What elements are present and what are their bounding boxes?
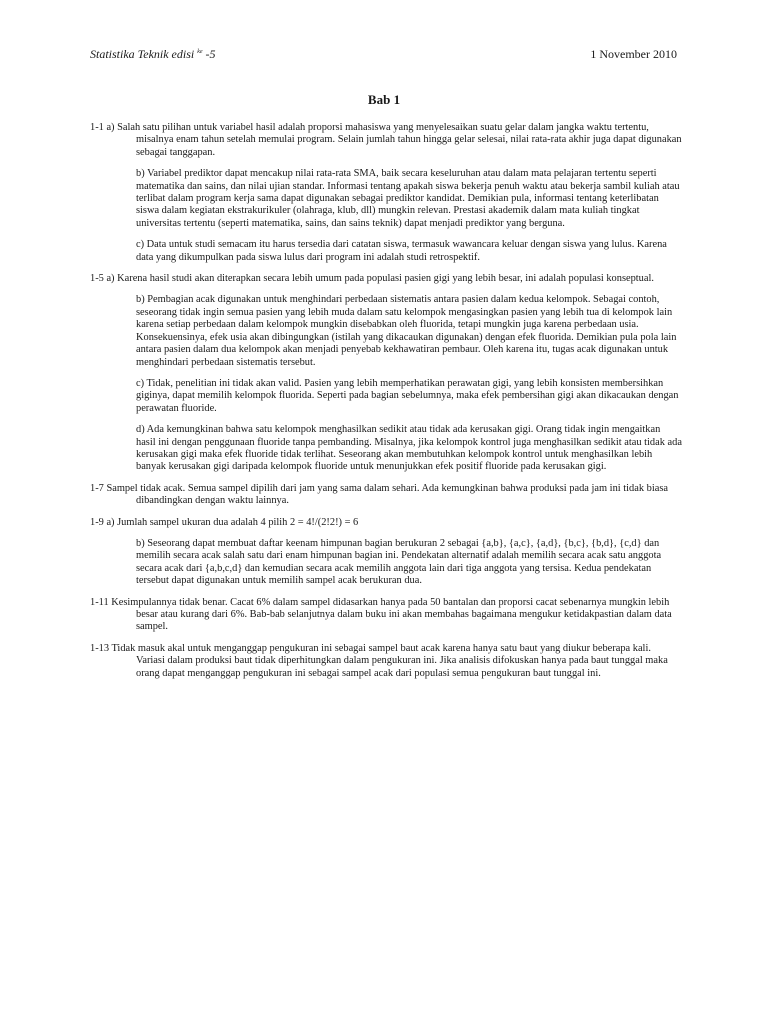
- header-date: 1 November 2010: [590, 47, 677, 61]
- answer-1-1b: b) Variabel prediktor dapat mencakup nilai rata-rata SMA, baik secara keseluruhan atau dalam mata pelajaran tertentu seperti matematika dan sains, dan nilai ujian standar. Informasi tentang apakah siswa bekerja penuh waktu atau bekerja sambil kuliah atau terlibat dalam program kerja sama dapat digunakan sebagai prediktor kandidat. Demikian pula, informasi tentang keterlibatan siswa dalam kegiatan ekstrakurikuler (olahraga, klub, dll) mungkin relevan. Prestasi akademik dalam mata kuliah tingkat universitas tertentu (seperti matematika, sains, dan sains teknik) dapat menjadi prediktor yang berguna.: [136, 168, 680, 229]
- answer-1-5c: c) Tidak, penelitian ini tidak akan valid. Pasien yang lebih memperhatikan perawatan gigi, yang lebih konsisten membersihkan giginya, dapat memilih kelompok fluorida. Seperti pada bagian sebelumnya, maka efek pembersihan gigi akan dikacaukan dengan perawatan fluoride.: [136, 377, 679, 414]
- header-title-sup: ke: [197, 49, 203, 55]
- answer-1-9a: 1-9 a) Jumlah sampel ukuran dua adalah 4 pilih 2 = 4!/(2!2!) = 6: [90, 516, 359, 528]
- answer-1-13: 1-13 Tidak masuk akal untuk menganggap pengukuran ini sebagai sampel baut acak karena hanya satu baut yang diukur beberapa kali. Variasi dalam produksi baut tidak diperhitungkan dalam pengukuran ini. Jika analisis difokuskan hanya pada baut tunggal maka orang dapat menganggap pengukuran ini sebagai sampel acak dari populasi semua pengukuran baut tunggal ini.: [90, 642, 668, 679]
- header-title-tail: -5: [202, 47, 216, 61]
- header-title: [90, 47, 216, 61]
- answer-1-5d: d) Ada kemungkinan bahwa satu kelompok menghasilkan sedikit atau tidak ada kerusakan gigi. Orang tidak ingin mengaitkan hasil ini dengan penggunaan fluoride tanpa pembanding. Misalnya, jika kelompok kontrol juga menghasilkan sedikit atau tidak ada kerusakan gigi maka efek fluoride tidak terlihat. Seseorang akan membutuhkan kelompok kontrol untuk menghasilkan lebih banyak kerusakan gigi daripada kelompok fluoride untuk menunjukkan efek positif fluoride pada kerusakan gigi.: [136, 424, 682, 473]
- answer-1-5a: 1-5 a) Karena hasil studi akan diterapkan secara lebih umum pada populasi pasien gigi yang lebih besar, ini adalah populasi konseptual.: [90, 273, 654, 285]
- answer-1-11: 1-11 Kesimpulannya tidak benar. Cacat 6% dalam sampel didasarkan hanya pada 50 bantalan dan proporsi cacat sebenarnya mungkin lebih besar atau kurang dari 6%. Bab-bab selanjutnya dalam buku ini akan membahas bagaimana mengukur ketidakpastian dalam data sampel.: [90, 596, 672, 633]
- answer-1-7: 1-7 Sampel tidak acak. Semua sampel dipilih dari jam yang sama dalam sehari. Ada kemungkinan bahwa produksi pada jam ini tidak biasa dibandingkan dengan waktu lainnya.: [90, 482, 668, 507]
- answer-1-1c: c) Data untuk studi semacam itu harus tersedia dari catatan siswa, termasuk wawancara keluar dengan siswa yang lulus. Karena data yang dikumpulkan pada siswa lulus dari program ini adalah studi retrospektif.: [136, 239, 667, 263]
- header-title-main: Statistika Teknik edisi: [90, 47, 195, 61]
- answer-1-1a: 1-1 a) Salah satu pilihan untuk variabel hasil adalah proporsi mahasiswa yang menyelesaikan suatu gelar dalam jangka waktu tertentu, misalnya enam tahun setelah memulai program. Selain jumlah tahun hingga gelar selesai, nilai rata-rata akhir juga dapat digunakan sebagai tanggapan.: [90, 122, 682, 158]
- document-body: [90, 122, 682, 689]
- chapter-title: Bab 1: [367, 92, 401, 107]
- answer-1-5b: b) Pembagian acak digunakan untuk menghindari perbedaan sistematis antara pasien dalam kedua kelompok. Sebagai contoh, seseorang tidak ingin semua pasien yang lebih muda dalam satu kelompok mengasingkan pasien yang lebih tua di kelompok lain karena setiap perbedaan dalam kelompok mungkin disebabkan oleh fluorida, tetapi mungkin juga karena perbedaan usia. Konsekuensinya, efek usia akan dibingungkan (istilah yang dikacaukan digunakan) dengan efek fluorida. Demikian pula pola lain antara pasien dalam dua kelompok akan menjadi penyebab kekhawatiran pembaur. Oleh karena itu, tugas acak digunakan untuk menghindari perbedaan sistematis tersebut.: [136, 294, 677, 368]
- answer-1-9b: b) Seseorang dapat membuat daftar keenam himpunan bagian berukuran 2 sebagai {a,b}, {a,c}, {a,d}, {b,c}, {b,d}, {c,d} dan memilih secara acak salah satu dari enam himpunan bagian ini. Pendekatan alternatif adalah memilih secara acak satu anggota secara acak dari {a,b,c,d} dan kemudian secara acak memilih anggota lain dari tiga anggota yang tersisa. Kedua pendekatan tersebut dapat digunakan untuk memilih sampel acak berukuran dua.: [136, 537, 662, 587]
